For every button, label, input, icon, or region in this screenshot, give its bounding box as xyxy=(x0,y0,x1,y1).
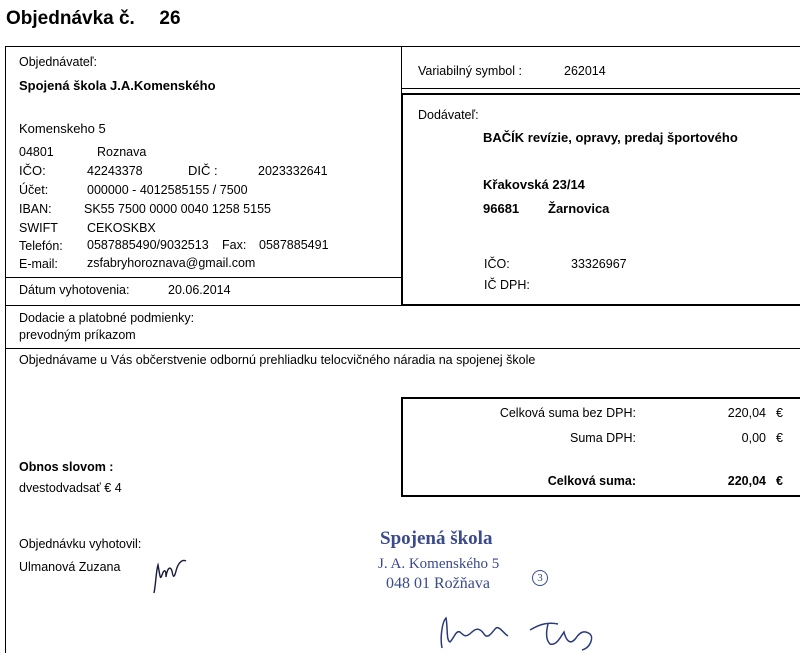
words-label: Obnos slovom : xyxy=(19,460,114,474)
net-currency: € xyxy=(776,406,783,420)
total-currency: € xyxy=(776,474,783,488)
buyer-swift-label: SWIFT xyxy=(19,221,58,235)
buyer-zip: 04801 xyxy=(19,145,54,159)
supplier-ico: 33326967 xyxy=(571,257,627,271)
supplier-street: Křakovská 23/14 xyxy=(483,177,585,192)
buyer-iban: SK55 7500 0000 0040 1258 5155 xyxy=(84,202,271,216)
net-value: 220,04 xyxy=(727,406,766,420)
buyer-dic: 2023332641 xyxy=(258,164,328,178)
frame-left xyxy=(5,46,6,653)
date-divider-top xyxy=(5,277,402,278)
terms-bottom xyxy=(5,348,800,349)
variable-symbol-value: 262014 xyxy=(564,64,606,78)
supplier-zip: 96681 xyxy=(483,201,520,216)
supplier-box xyxy=(401,93,800,306)
buyer-email-label: E-mail: xyxy=(19,257,58,271)
buyer-account: 000000 - 4012585155 / 7500 xyxy=(87,183,248,197)
buyer-ico-label: IČO: xyxy=(19,163,46,178)
buyer-label: Objednávateľ: xyxy=(19,55,98,69)
title-label: Objednávka č. xyxy=(6,8,135,29)
stamp-line1: Spojená škola xyxy=(380,528,493,549)
supplier-city: Žarnovica xyxy=(548,201,610,216)
issuer-name: Ulmanová Zuzana xyxy=(19,560,121,574)
buyer-fax: 0587885491 xyxy=(259,238,329,252)
buyer-fax-label: Fax: xyxy=(222,238,247,252)
supplier-name: BAČÍK revízie, opravy, predaj športového xyxy=(483,130,738,145)
vat-value: 0,00 xyxy=(741,431,766,445)
buyer-iban-label: IBAN: xyxy=(19,202,52,216)
buyer-phone-label: Telefón: xyxy=(19,239,63,253)
buyer-name: Spojená škola J.A.Komenského xyxy=(19,78,216,93)
buyer-account-label: Účet: xyxy=(19,183,49,197)
director-signature xyxy=(430,608,610,653)
vat-currency: € xyxy=(776,431,783,445)
words-value: dvestodvadsať € 4 xyxy=(19,481,122,495)
buyer-email: zsfabryhoroznava@gmail.com xyxy=(87,256,256,270)
issuer-signature xyxy=(148,555,193,597)
stamp-line2: J. A. Komenského 5 xyxy=(378,556,500,572)
terms-label: Dodacie a platobné podmienky: xyxy=(19,311,195,325)
variable-symbol-label: Variabilný symbol : xyxy=(418,64,522,78)
buyer-phone: 0587885490/9032513 xyxy=(87,238,209,252)
buyer-dic-label: DIČ : xyxy=(188,163,218,178)
total-label: Celková suma: xyxy=(547,474,636,488)
buyer-ico: 42243378 xyxy=(87,164,143,178)
supplier-ico-label: IČO: xyxy=(484,257,510,271)
order-number: 26 xyxy=(159,8,181,29)
buyer-street: Komenskeho 5 xyxy=(19,121,106,136)
stamp-number: 3 xyxy=(532,570,548,586)
frame-top xyxy=(5,46,800,47)
date-value: 20.06.2014 xyxy=(168,283,231,297)
vat-label: Suma DPH: xyxy=(570,431,636,445)
buyer-swift: CEKOSKBX xyxy=(87,221,156,235)
issuer-label: Objednávku vyhotovil: xyxy=(19,537,142,551)
terms-value: prevodným príkazom xyxy=(19,328,136,342)
total-value: 220,04 xyxy=(727,474,766,488)
page-title xyxy=(6,8,181,30)
supplier-icdph-label: IČ DPH: xyxy=(484,278,530,292)
vs-divider xyxy=(401,88,800,89)
supplier-label: Dodávateľ: xyxy=(418,108,479,122)
date-label: Dátum vyhotovenia: xyxy=(19,283,130,297)
buyer-city: Roznava xyxy=(97,145,147,159)
net-label: Celková suma bez DPH: xyxy=(499,406,636,420)
stamp-line3: 048 01 Rožňava xyxy=(386,575,490,592)
order-text: Objednávame u Vás občerstvenie odbornú prehliadku telocvičného náradia na spojenej škole xyxy=(19,353,536,367)
